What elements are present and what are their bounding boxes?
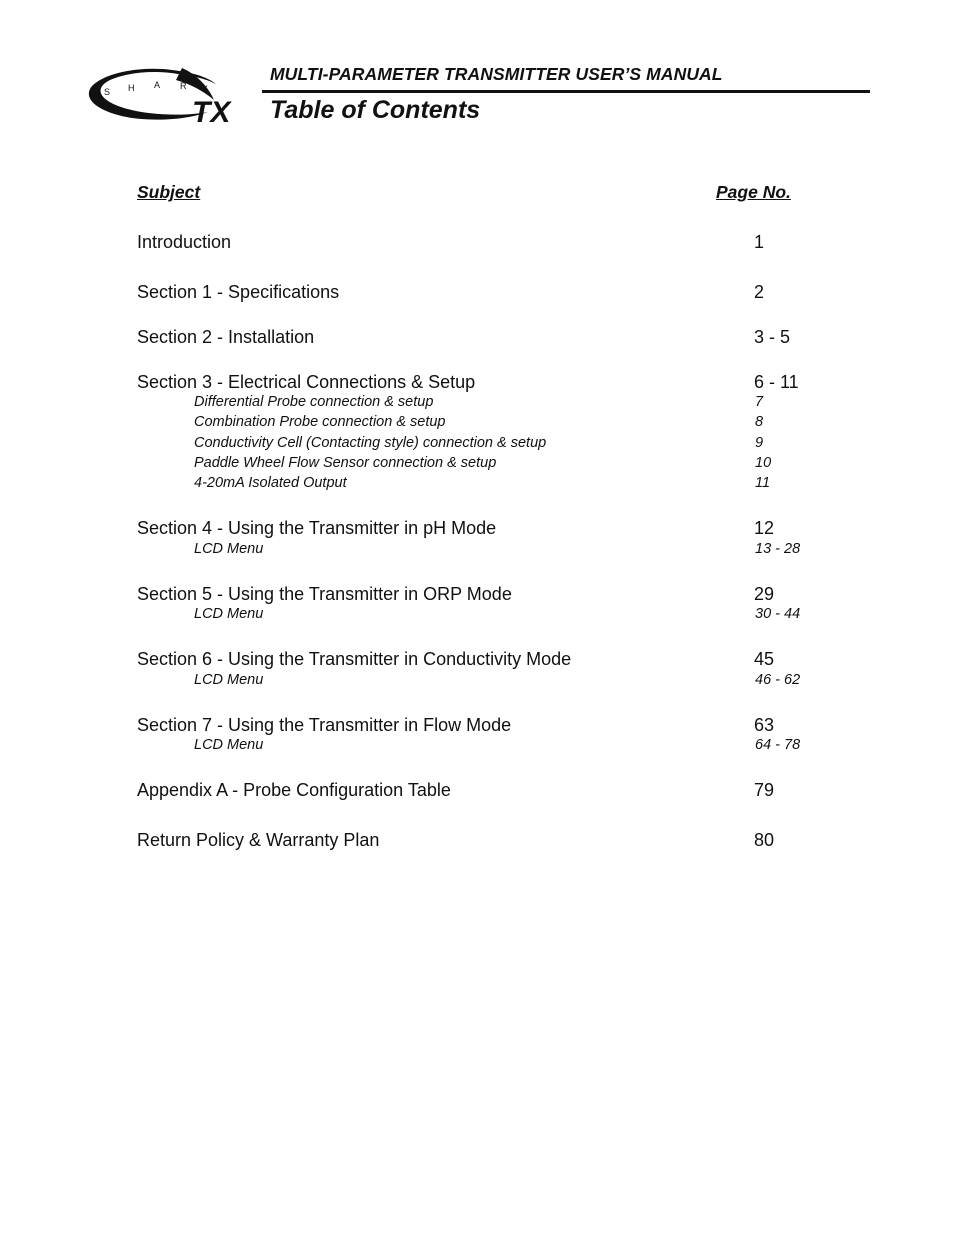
toc-entry-label: Section 3 - Electrical Connections & Setup <box>137 372 476 392</box>
toc-sub-entry-label: Combination Probe connection & setup <box>194 414 446 430</box>
toc-entry-page: 12 <box>754 518 775 538</box>
logo-letter-a: A <box>154 80 161 90</box>
toc-entry-label: Section 2 - Installation <box>137 327 315 347</box>
toc-sub-entry-page: 46 - 62 <box>755 672 801 688</box>
subject-column-header: Subject <box>137 182 201 202</box>
toc-sub-entry-label: 4-20mA Isolated Output <box>194 475 347 491</box>
toc-entry-page: 6 - 11 <box>754 372 799 392</box>
toc-sub-entry-label: LCD Menu <box>194 541 264 557</box>
header-rule <box>262 90 870 93</box>
page-title: Table of Contents <box>270 96 481 124</box>
toc-entry-label: Introduction <box>137 232 232 252</box>
toc-sub-entry-page: 30 - 44 <box>755 606 801 622</box>
toc-entry-label: Section 1 - Specifications <box>137 282 340 302</box>
toc-entry-page: 3 - 5 <box>754 327 791 347</box>
toc-entry-label: Section 5 - Using the Transmitter in ORP Mode <box>137 584 512 604</box>
toc-entry-label: Section 6 - Using the Transmitter in Conductivity Mode <box>137 649 572 669</box>
toc-sub-entry-label: LCD Menu <box>194 606 264 622</box>
toc-sub-entry-label: Paddle Wheel Flow Sensor connection & setup <box>194 455 497 471</box>
toc-entry-page: 29 <box>754 584 775 604</box>
toc-entry-page: 1 <box>754 232 765 252</box>
logo-letter-s: S <box>104 87 111 97</box>
logo-letter-r: R <box>180 81 187 91</box>
toc-sub-entry-label: LCD Menu <box>194 737 264 753</box>
shark-tx-logo <box>84 64 264 126</box>
logo-letter-h: H <box>128 83 135 93</box>
toc-entry-page: 79 <box>754 780 775 800</box>
toc-entry-page: 2 <box>754 282 765 302</box>
toc-entry-label: Section 7 - Using the Transmitter in Flow Mode <box>137 715 512 735</box>
toc-sub-entry-label: Conductivity Cell (Contacting style) connection & setup <box>194 435 547 451</box>
page-no-column-header: Page No. <box>716 182 791 202</box>
toc-sub-entry-page: 7 <box>755 394 764 410</box>
toc-entry-label: Appendix A - Probe Configuration Table <box>137 780 451 800</box>
toc-entry-page: 80 <box>754 830 775 850</box>
toc-sub-entry-page: 11 <box>755 475 771 491</box>
logo-mark-tx: TX <box>192 96 231 126</box>
manual-title: MULTI-PARAMETER TRANSMITTER USER’S MANUAL <box>270 64 723 84</box>
toc-sub-entry-label: LCD Menu <box>194 672 264 688</box>
toc-entry-page: 45 <box>754 649 775 669</box>
toc-sub-entry-page: 64 - 78 <box>755 737 801 753</box>
logo-letter-k: K <box>202 84 209 94</box>
toc-sub-entry-page: 10 <box>755 455 772 471</box>
toc-entry-page: 63 <box>754 715 775 735</box>
toc-entry-label: Section 4 - Using the Transmitter in pH Mode <box>137 518 497 538</box>
toc-sub-entry-page: 9 <box>755 435 764 451</box>
toc-sub-entry-label: Differential Probe connection & setup <box>194 394 434 410</box>
toc-sub-entry-page: 13 - 28 <box>755 541 801 557</box>
toc-sub-entry-page: 8 <box>755 414 764 430</box>
toc-entry-label: Return Policy & Warranty Plan <box>137 830 380 850</box>
